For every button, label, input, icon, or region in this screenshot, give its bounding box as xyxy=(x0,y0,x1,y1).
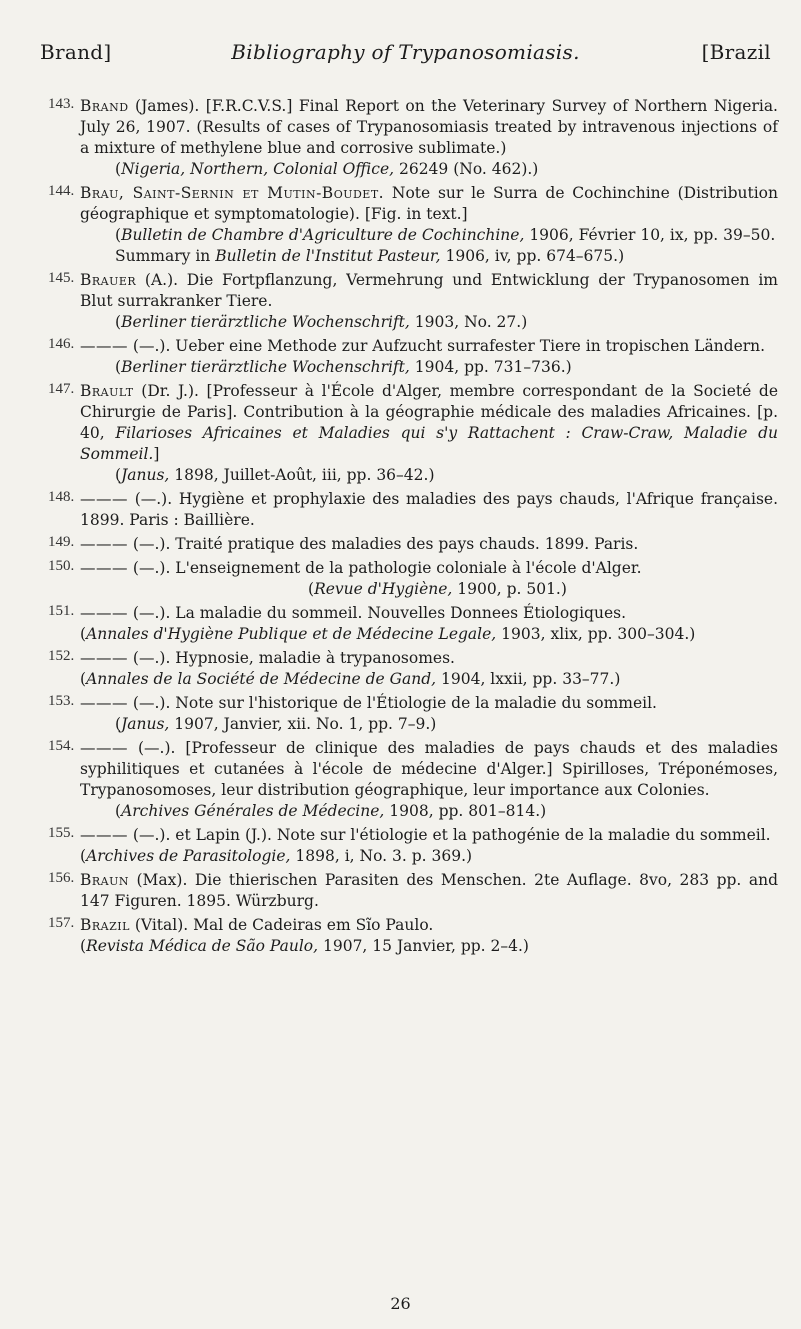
entry-number: 154. xyxy=(48,738,75,754)
entry-title: (—.). Hygiène et prophylaxie des maladies des pays chauds, l'Afrique française. 1899. Paris : Baillière. xyxy=(80,490,778,529)
bibliography-entry xyxy=(48,489,778,531)
entry-title: (—.). Note sur l'historique de l'Étiologie de la maladie du sommeil. xyxy=(128,694,657,712)
entry-number: 146. xyxy=(48,336,75,352)
entry-source: (Annales de la Société de Médecine de Gand, 1904, lxxii, pp. 33–77.) xyxy=(80,670,621,688)
entry-author: ——— xyxy=(80,694,128,712)
entry-text xyxy=(80,534,778,555)
summary-journal: Bulletin de l'Institut Pasteur, xyxy=(215,247,441,265)
entry-author: Brand xyxy=(80,97,129,115)
source-journal: Archives Générales de Médecine, xyxy=(121,802,385,820)
entry-text xyxy=(80,603,778,624)
entry-author: Brau, Saint-Sernin et Mutin-Boudet. xyxy=(80,184,385,202)
entry-text xyxy=(80,825,778,846)
bibliography-entry xyxy=(48,648,778,690)
entry-author: ——— xyxy=(80,604,128,622)
entry-author: ——— xyxy=(80,826,128,844)
entry-number: 150. xyxy=(48,558,75,574)
source-details: 1906, Février 10, ix, pp. 39–50. xyxy=(524,226,776,244)
bibliography-entry xyxy=(48,870,778,912)
entry-title: Note sur le Surra de Cochinchine (Distribution géographique et symptomatologie). [Fig. in text.] xyxy=(80,184,778,223)
source-journal: Annales d'Hygiène Publique et de Médecine Legale, xyxy=(86,625,497,643)
entry-title-end: ] xyxy=(153,445,160,463)
entry-number: 152. xyxy=(48,648,75,664)
header-right: [Brazil xyxy=(701,40,771,64)
entry-author: Braun xyxy=(80,871,130,889)
entry-author: Brauer xyxy=(80,271,137,289)
bibliography-entry xyxy=(48,825,778,867)
source-journal: Revue d'Hygiène, xyxy=(314,580,453,598)
bibliography-entry xyxy=(48,96,778,180)
entry-author: ——— xyxy=(80,337,128,355)
entry-number: 148. xyxy=(48,489,75,505)
entry-title: (—.). et Lapin (J.). Note sur l'étiologie et la pathogénie de la maladie du sommeil. xyxy=(128,826,771,844)
header-left: Brand] xyxy=(40,40,112,64)
entry-title: (—.). Ueber eine Methode zur Aufzucht surrafester Tiere in tropischen Ländern. xyxy=(128,337,766,355)
source-journal: Archives de Parasitologie, xyxy=(86,847,291,865)
entry-title: (A.). Die Fortpflanzung, Vermehrung und Entwicklung der Trypanosomen im Blut surrakranker Tiere. xyxy=(80,271,778,310)
source-journal: Bulletin de Chambre d'Agriculture de Cochinchine, xyxy=(121,226,525,244)
source-details: 1904, pp. 731–736.) xyxy=(409,358,572,376)
entry-source: (Archives de Parasitologie, 1898, i, No. 3. p. 369.) xyxy=(80,847,473,865)
summary-prefix: Summary in xyxy=(115,247,216,265)
entry-source: (Revista Médica de São Paulo, 1907, 15 Janvier, pp. 2–4.) xyxy=(80,937,529,955)
entry-number: 155. xyxy=(48,825,75,841)
entry-number: 144. xyxy=(48,183,75,199)
entry-title: (—.). La maladie du sommeil. Nouvelles Donnees Étiologiques. xyxy=(128,604,627,622)
entry-title: (Max). Die thierischen Parasiten des Menschen. 2te Auflage. 8vo, 283 pp. and 147 Figuren. 1895. Würzburg. xyxy=(80,871,778,910)
source-details: 1904, lxxii, pp. 33–77.) xyxy=(436,670,621,688)
source-details: 1907, 15 Janvier, pp. 2–4.) xyxy=(318,937,529,955)
entry-source: (Janus, 1898, Juillet-Août, iii, pp. 36–42.) xyxy=(115,466,435,484)
entry-source: (Janus, 1907, Janvier, xii. No. 1, pp. 7–9.) xyxy=(115,715,437,733)
bibliography-entry xyxy=(48,915,778,957)
entry-number: 147. xyxy=(48,381,75,397)
source-details: 1898, i, No. 3. p. 369.) xyxy=(290,847,473,865)
header-title: Bibliography of Trypanosomiasis. xyxy=(231,40,580,64)
entry-author: Brault xyxy=(80,382,134,400)
entry-title: (—.). Hypnosie, maladie à trypanosomes. xyxy=(128,649,455,667)
entry-title: (—.). Traité pratique des maladies des pays chauds. 1899. Paris. xyxy=(128,535,639,553)
source-details: 1903, xlix, pp. 300–304.) xyxy=(496,625,696,643)
entry-title: (Dr. J.). [Professeur à l'École d'Alger, membre correspondant de la Societé de Chirurgie de Paris]. Contribution à la géographie médicale des maladies Africaines. [p. 40, xyxy=(80,382,778,442)
entry-author: ——— xyxy=(80,490,128,508)
entry-text xyxy=(80,558,778,579)
source-journal: Janus, xyxy=(121,715,170,733)
entry-text xyxy=(80,183,778,225)
source-details: 1898, Juillet-Août, iii, pp. 36–42.) xyxy=(169,466,435,484)
bibliography-entry xyxy=(48,558,778,600)
entry-author: ——— xyxy=(80,649,128,667)
bibliography-entry xyxy=(48,693,778,735)
bibliography-entry xyxy=(48,603,778,645)
bibliography-entries xyxy=(48,96,778,960)
source-journal: Berliner tierärztliche Wochenschrift, xyxy=(121,358,410,376)
entry-text xyxy=(80,336,778,357)
entry-text xyxy=(80,915,778,936)
entry-title: (Vital). Mal de Cadeiras em Sĩo Paulo. xyxy=(129,916,434,934)
entry-text xyxy=(80,738,778,801)
entry-number: 153. xyxy=(48,693,75,709)
entry-source-summary xyxy=(115,246,778,267)
entry-text xyxy=(80,870,778,912)
entry-number: 149. xyxy=(48,534,75,550)
source-journal: Berliner tierärztliche Wochenschrift, xyxy=(121,313,410,331)
source-details: 1903, No. 27.) xyxy=(409,313,528,331)
entry-title: (James). [F.R.C.V.S.] Final Report on the Veterinary Survey of Northern Nigeria. July 26, 1907. (Results of cases of Trypanosomiasis treated by intravenous injections of a mixture of methylene blue and corrosive sublimate.) xyxy=(80,97,778,157)
entry-text xyxy=(80,381,778,465)
entry-number: 157. xyxy=(48,915,75,931)
entry-source: (Annales d'Hygiène Publique et de Médecine Legale, 1903, xlix, pp. 300–304.) xyxy=(80,625,696,643)
entry-source: (Archives Générales de Médecine, 1908, pp. 801–814.) xyxy=(115,802,547,820)
bibliography-entry xyxy=(48,270,778,333)
entry-source: (Berliner tierärztliche Wochenschrift, 1904, pp. 731–736.) xyxy=(115,358,572,376)
source-journal: Janus, xyxy=(121,466,170,484)
source-journal: Annales de la Société de Médecine de Gand, xyxy=(86,670,437,688)
bibliography-entry xyxy=(48,738,778,822)
entry-author: Brazil xyxy=(80,916,130,934)
entry-title: (—.). L'enseignement de la pathologie coloniale à l'école d'Alger. xyxy=(128,559,642,577)
bibliography-entry xyxy=(48,183,778,267)
entry-author: ——— xyxy=(80,739,128,757)
source-details: 1900, p. 501.) xyxy=(452,580,567,598)
bibliography-entry xyxy=(48,336,778,378)
entry-source: (Bulletin de Chambre d'Agriculture de Cochinchine, 1906, Février 10, ix, pp. 39–50. xyxy=(115,226,776,244)
source-details: 1907, Janvier, xii. No. 1, pp. 7–9.) xyxy=(169,715,437,733)
entry-number: 143. xyxy=(48,96,75,112)
bibliography-entry xyxy=(48,534,778,555)
entry-title-italic: Filarioses Africaines et Maladies qui s'y Rattachent : Craw-Craw, Maladie du Sommeil. xyxy=(80,424,778,463)
summary-details: 1906, iv, pp. 674–675.) xyxy=(440,247,625,265)
entry-author: ——— xyxy=(80,559,128,577)
entry-author: ——— xyxy=(80,535,128,553)
entry-source: (Revue d'Hygiène, 1900, p. 501.) xyxy=(308,580,567,598)
entry-text xyxy=(80,693,778,714)
entry-text xyxy=(80,489,778,531)
entry-source: (Nigeria, Northern, Colonial Office, 26249 (No. 462).) xyxy=(115,160,539,178)
bibliography-entry xyxy=(48,381,778,486)
entry-source: (Berliner tierärztliche Wochenschrift, 1903, No. 27.) xyxy=(115,313,528,331)
entry-text xyxy=(80,96,778,159)
entry-title: (—.). [Professeur de clinique des maladies de pays chauds et des maladies syphilitiques et cutanées à l'école de médecine d'Alger.] Spirilloses, Tréponémoses, Trypanosomoses, leur distribution géographique, leur importance aux Colonies. xyxy=(80,739,778,799)
entry-number: 151. xyxy=(48,603,75,619)
entry-number: 156. xyxy=(48,870,75,886)
source-details: 26249 (No. 462).) xyxy=(394,160,539,178)
page-number: 26 xyxy=(390,1294,411,1313)
entry-text xyxy=(80,648,778,669)
entry-number: 145. xyxy=(48,270,75,286)
source-details: 1908, pp. 801–814.) xyxy=(384,802,547,820)
source-journal: Revista Médica de São Paulo, xyxy=(86,937,319,955)
entry-text xyxy=(80,270,778,312)
source-journal: Nigeria, Northern, Colonial Office, xyxy=(121,160,395,178)
